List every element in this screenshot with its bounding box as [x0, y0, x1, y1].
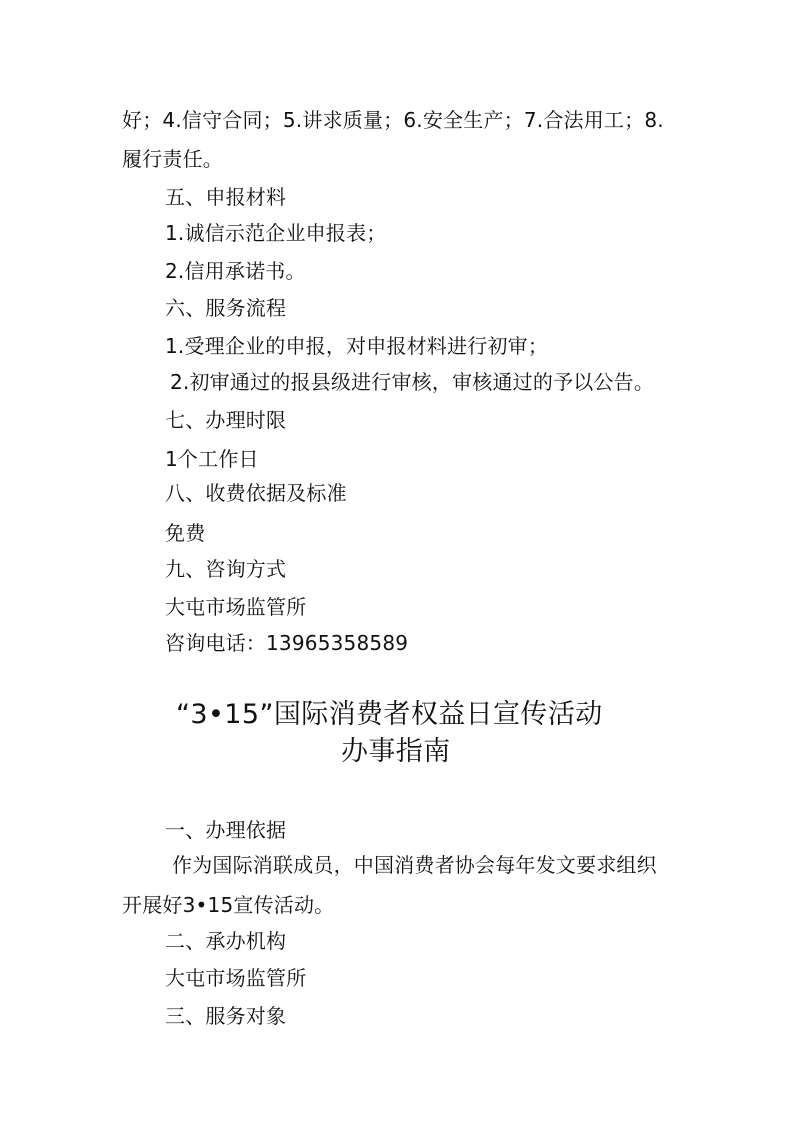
paragraph-continuation: 履行责任。	[122, 147, 223, 171]
paragraph: 开展好3•15宣传活动。	[122, 893, 335, 917]
list-item: 2.初审通过的报县级进行审核，审核通过的予以公告。	[170, 370, 655, 394]
section-heading: 八、收费依据及标准	[165, 481, 347, 505]
paragraph: 大屯市场监管所	[165, 595, 307, 619]
section-heading: 一、办理依据	[165, 818, 287, 842]
page-subtitle: 办事指南	[341, 736, 451, 767]
page-title: “3•15”国际消费者权益日宣传活动	[176, 699, 603, 730]
section-heading: 三、服务对象	[165, 1004, 287, 1028]
list-item: 2.信用承诺书。	[165, 259, 306, 283]
paragraph: 1个工作日	[165, 447, 259, 471]
paragraph-continuation: 好；4.信守合同；5.讲求质量；6.安全生产；7.合法用工；8.	[122, 108, 664, 132]
paragraph: 作为国际消联成员，中国消费者协会每年发文要求组织	[172, 853, 657, 877]
section-heading: 五、申报材料	[165, 185, 287, 209]
section-heading: 七、办理时限	[165, 408, 287, 432]
paragraph: 免费	[165, 521, 206, 545]
section-heading: 九、咨询方式	[165, 557, 287, 581]
paragraph: 大屯市场监管所	[165, 966, 307, 990]
list-item: 1.受理企业的申报，对申报材料进行初审；	[165, 334, 549, 358]
section-heading: 六、服务流程	[165, 296, 287, 320]
section-heading: 二、承办机构	[165, 929, 287, 953]
contact-phone: 咨询电话：13965358589	[165, 631, 409, 655]
list-item: 1.诚信示范企业申报表；	[165, 221, 387, 245]
